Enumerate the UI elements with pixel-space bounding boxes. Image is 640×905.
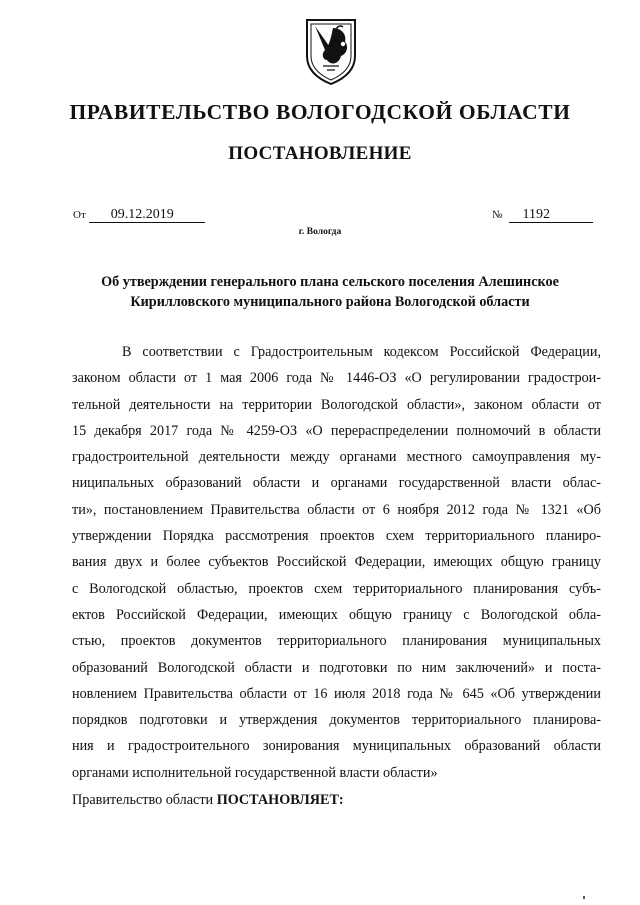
date-field xyxy=(73,207,205,223)
body-line: ния и градостроительного зонирования муниципальных образований области xyxy=(72,738,601,755)
body-line: новлением Правительства области от 16 июля 2018 года № 645 «Об утверждении xyxy=(72,685,601,702)
body-line: ти», постановлением Правительства области от 6 ноября 2012 года № 1321 «Об xyxy=(72,501,601,518)
number-field xyxy=(492,207,593,223)
body-line: В соответствии с Градостроительным кодексом Российской Федерации, xyxy=(122,344,601,360)
closing-line xyxy=(72,792,344,809)
body-text xyxy=(72,339,601,786)
city: г. Вологда xyxy=(298,227,342,237)
title-line: Кирилловского муниципального района Вологодской области xyxy=(130,294,530,310)
number-value: 1192 xyxy=(509,207,593,223)
body-line: вания двух и более субъектов Российской Федерации, имеющих общую границу xyxy=(72,554,601,571)
organization-name: ПРАВИТЕЛЬСТВО ВОЛОГОДСКОЙ ОБЛАСТИ xyxy=(69,100,571,124)
body-line: с Вологодской областью, проектов схем территориального планирования субъ- xyxy=(72,580,601,597)
document-title xyxy=(60,272,600,312)
body-line: стью, проектов документов территориального планирования муниципальных xyxy=(72,633,601,650)
title-line: Об утверждении генерального плана сельского поселения Алешинское xyxy=(101,274,559,290)
coat-of-arms-icon xyxy=(303,16,359,86)
body-line: порядков подготовки и утверждения документов территориального планирова- xyxy=(72,712,601,729)
body-line: тельной деятельности на территории Вологодской области», законом области от xyxy=(72,396,601,413)
scan-mark xyxy=(583,896,585,899)
body-line: градостроительной деятельности между органами местного самоуправления му- xyxy=(72,449,601,466)
number-label: № xyxy=(492,209,503,221)
body-line: законом области от 1 мая 2006 года № 1446-ОЗ «О регулировании градострои- xyxy=(72,370,601,387)
closing-prefix: Правительство области xyxy=(72,792,217,808)
body-line: органами исполнительной государственной власти области» xyxy=(72,764,438,781)
body-line: образований Вологодской области и подготовки по ним заключений» и поста- xyxy=(72,659,601,676)
date-value: 09.12.2019 xyxy=(89,207,205,223)
body-line: утверждении Порядка рассмотрения проектов схем территориального планиро- xyxy=(72,528,601,545)
date-label: От xyxy=(73,209,86,221)
closing-verb: ПОСТАНОВЛЯЕТ: xyxy=(216,792,344,808)
document-type: ПОСТАНОВЛЕНИЕ xyxy=(228,143,412,164)
body-line: 15 декабря 2017 года № 4259-ОЗ «О перераспределении полномочий в области xyxy=(72,422,601,439)
body-line: ниципальных образований области и органами государственной власти облас- xyxy=(72,475,601,492)
body-line: ектов Российской Федерации, имеющих общую границу с Вологодской обла- xyxy=(72,606,601,623)
